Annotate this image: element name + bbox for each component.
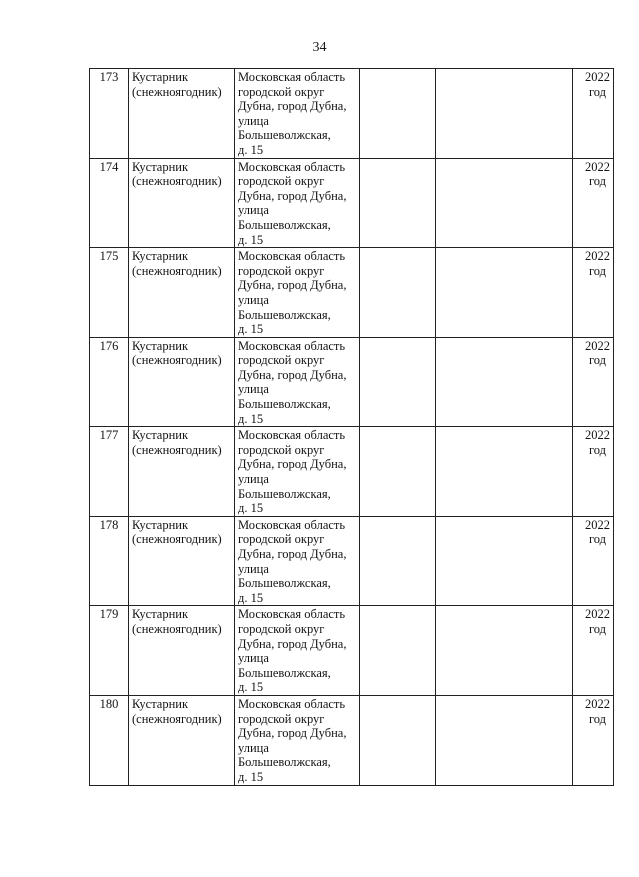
empty-cell [360, 427, 436, 517]
plant-name-cell: Кустарник (снежноягодник) [129, 69, 235, 159]
row-number-cell: 173 [90, 69, 129, 159]
empty-cell [360, 337, 436, 427]
plant-name-cell: Кустарник (снежноягодник) [129, 606, 235, 696]
address-cell: Московская область городской округ Дубна, город Дубна, улица Большеволжская, д. 15 [235, 427, 360, 517]
plant-name-cell: Кустарник (снежноягодник) [129, 516, 235, 606]
registry-table-body [90, 69, 614, 786]
address-cell: Московская область городской округ Дубна, город Дубна, улица Большеволжская, д. 15 [235, 516, 360, 606]
table-row [90, 695, 614, 785]
row-number-cell: 176 [90, 337, 129, 427]
year-text: 2022 год [585, 607, 610, 636]
empty-cell [360, 158, 436, 248]
row-number-cell: 177 [90, 427, 129, 517]
year-cell [573, 337, 614, 427]
table-row [90, 427, 614, 517]
table-row [90, 69, 614, 159]
year-text: 2022 год [585, 517, 610, 547]
row-number-cell: 179 [90, 606, 129, 696]
empty-cell [436, 69, 573, 159]
year-cell [573, 248, 614, 338]
year-text: 2022 год [585, 428, 610, 457]
year-text: 2022 год [585, 696, 610, 726]
table-row [90, 158, 614, 248]
empty-cell [360, 606, 436, 696]
year-text: 2022 год [585, 70, 610, 99]
address-cell: Московская область городской округ Дубна, город Дубна, улица Большеволжская, д. 15 [235, 69, 360, 159]
table-row [90, 337, 614, 427]
address-cell: Московская область городской округ Дубна, город Дубна, улица Большеволжская, д. 15 [235, 337, 360, 427]
row-number-cell: 178 [90, 516, 129, 606]
year-cell [573, 158, 614, 248]
year-cell [573, 695, 614, 785]
plant-name-cell: Кустарник (снежноягодник) [129, 337, 235, 427]
year-cell [573, 427, 614, 517]
page-number: 34 [312, 40, 327, 55]
empty-cell [436, 606, 573, 696]
address-cell: Московская область городской округ Дубна, город Дубна, улица Большеволжская, д. 15 [235, 248, 360, 338]
plant-name-cell: Кустарник (снежноягодник) [129, 695, 235, 785]
year-cell [573, 516, 614, 606]
empty-cell [360, 695, 436, 785]
table-row [90, 606, 614, 696]
empty-cell [436, 337, 573, 427]
table-row [90, 516, 614, 606]
empty-cell [436, 695, 573, 785]
empty-cell [436, 427, 573, 517]
empty-cell [360, 516, 436, 606]
plant-name-cell: Кустарник (снежноягодник) [129, 427, 235, 517]
empty-cell [436, 516, 573, 606]
address-cell: Московская область городской округ Дубна, город Дубна, улица Большеволжская, д. 15 [235, 695, 360, 785]
plant-name-cell: Кустарник (снежноягодник) [129, 248, 235, 338]
address-cell: Московская область городской округ Дубна, город Дубна, улица Большеволжская, д. 15 [235, 606, 360, 696]
year-text: 2022 год [585, 249, 610, 278]
year-text: 2022 год [585, 159, 610, 189]
plant-name-cell: Кустарник (снежноягодник) [129, 158, 235, 248]
row-number-cell: 180 [90, 695, 129, 785]
year-cell [573, 69, 614, 159]
registry-table [89, 68, 614, 786]
empty-cell [360, 248, 436, 338]
empty-cell [360, 69, 436, 159]
year-cell [573, 606, 614, 696]
row-number-cell: 174 [90, 158, 129, 248]
year-text: 2022 год [585, 338, 610, 368]
table-row [90, 248, 614, 338]
address-cell: Московская область городской округ Дубна, город Дубна, улица Большеволжская, д. 15 [235, 158, 360, 248]
empty-cell [436, 158, 573, 248]
row-number-cell: 175 [90, 248, 129, 338]
empty-cell [436, 248, 573, 338]
